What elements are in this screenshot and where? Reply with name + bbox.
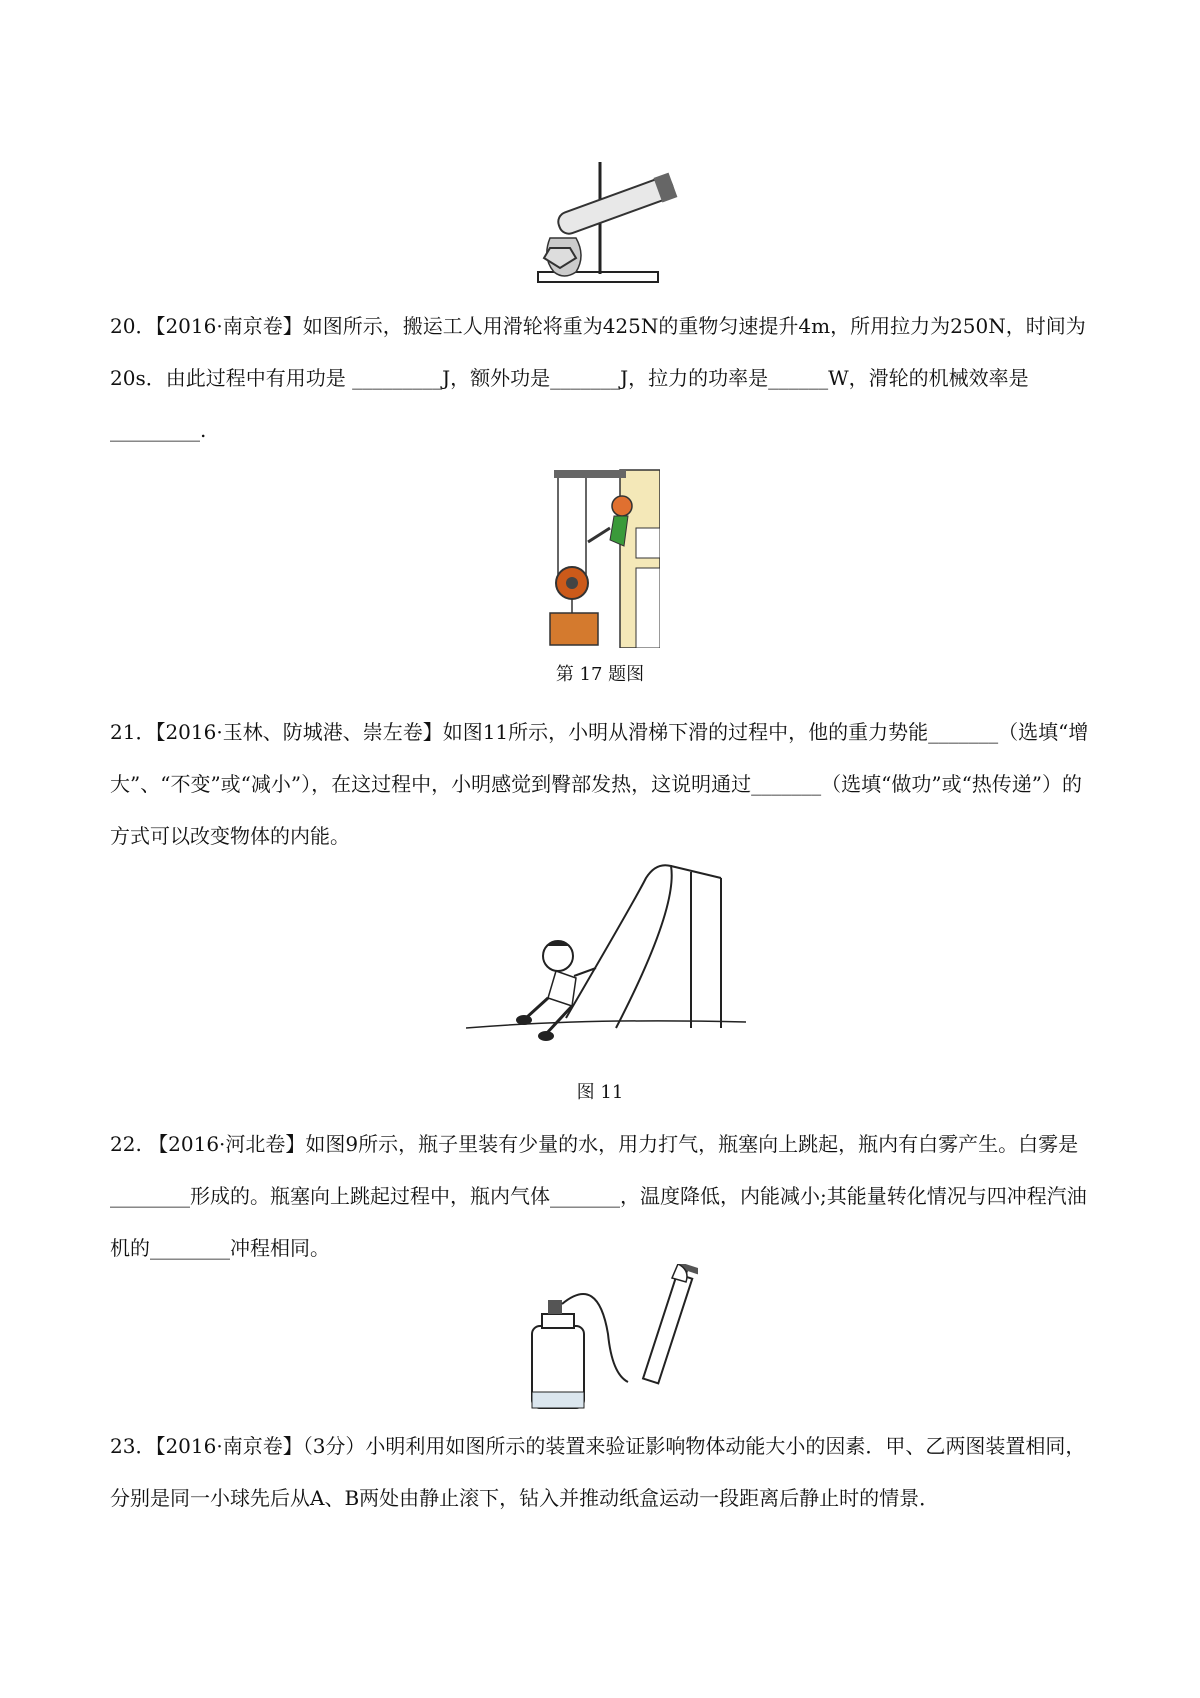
question-22: 22. 【2016·河北卷】如图9所示，瓶子里装有少量的水，用力打气，瓶塞向上跳起，瓶内有白雾产生。白雾是________形成的。瓶塞向上跳起过程中，瓶内气体_______，温度降低，内能减小;其能量转化情况与四冲程汽油机的________冲程相同。 — [110, 1132, 1087, 1260]
pulley-figure — [548, 468, 660, 648]
bottle-pump-figure — [528, 1264, 698, 1414]
slide-figure — [466, 858, 746, 1058]
question-21: 21．【2016·玉林、防城港、崇左卷】如图11所示，小明从滑梯下滑的过程中，他的重力势能_______（选填“增大”、“不变”或“减小”），在这过程中，小明感觉到臀部发热，这说明通过_______（选填“做功”或“热传递”）的方式可以改变物体的内能。 — [110, 720, 1089, 848]
test-tube-figure — [530, 158, 680, 290]
question-20: 20．【2016·南京卷】如图所示，搬运工人用滑轮将重为425N的重物匀速提升4m，所用拉力为250N，时间为20s．由此过程中有用功是 _________J，额外功是_______J，拉力的功率是______W，滑轮的机械效率是_________. — [110, 314, 1086, 442]
question-23: 23．【2016·南京卷】（3分）小明利用如图所示的装置来验证影响物体动能大小的因素．甲、乙两图装置相同，分别是同一小球先后从A、B两处由静止滚下，钻入并推动纸盒运动一段距离后静止时的情景． — [110, 1434, 1086, 1510]
pulley-caption: 第 17 题图 — [555, 664, 645, 685]
slide-caption: 图 11 — [576, 1082, 624, 1103]
